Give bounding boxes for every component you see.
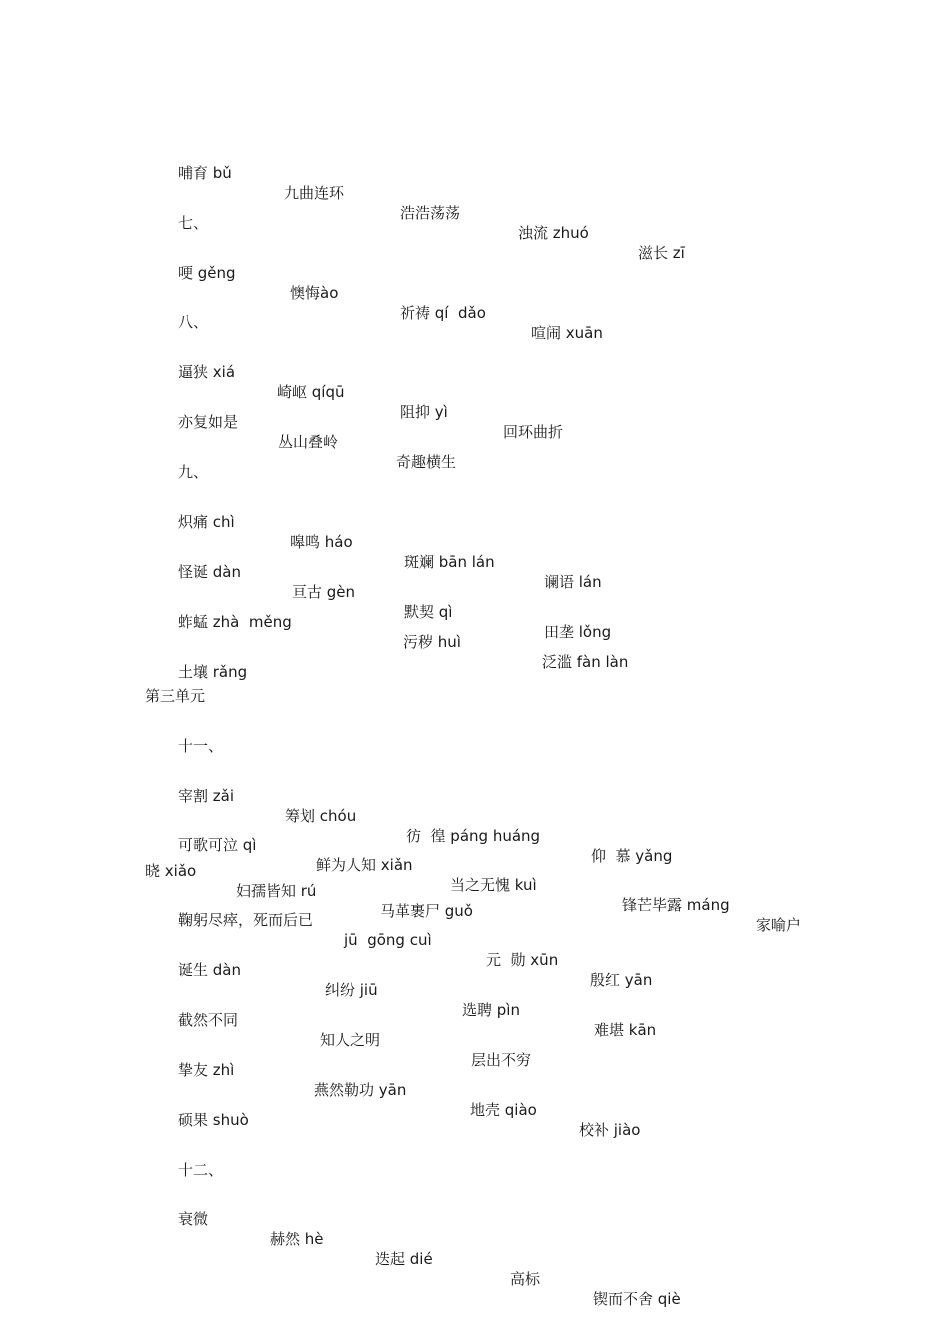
text-item: 鞠躬尽瘁，死而后已: [178, 911, 314, 929]
text-item: 喧闹 xuān: [531, 324, 603, 342]
text-item: 九、: [178, 463, 209, 481]
text-item: 赫然 hè: [270, 1230, 324, 1248]
text-item: 污秽 huì: [403, 633, 461, 651]
text-item: 十一、: [178, 737, 224, 755]
text-item: 祈祷 qí dǎo: [400, 304, 486, 322]
text-item: 层出不穷: [471, 1051, 532, 1069]
text-item: 燕然勒功 yān: [314, 1081, 407, 1099]
text-item: 田垄 lǒng: [544, 623, 612, 641]
text-item: 马革裹尸 guǒ: [380, 902, 473, 920]
text-item: 回环曲折: [503, 423, 564, 441]
text-item: 谰语 lán: [544, 573, 602, 591]
text-line: [0, 1189, 681, 1329]
text-item: 衰微: [178, 1210, 209, 1228]
text-item: 家喻户: [756, 916, 802, 934]
text-item: 筹划 chóu: [285, 807, 357, 825]
text-item: 八、: [178, 313, 209, 331]
text-item: 诞生 dàn: [178, 961, 241, 979]
text-item: 硕果 shuò: [178, 1111, 249, 1129]
text-item: 斑斓 bān lán: [404, 553, 495, 571]
text-item: 当之无愧 kuì: [450, 876, 537, 894]
text-item: 殷红 yān: [590, 971, 653, 989]
text-item: 阻抑 yì: [400, 403, 448, 421]
text-item: 逼狭 xiá: [178, 363, 236, 381]
text-item: 仰 慕 yǎng: [591, 847, 673, 865]
text-item: 纠纷 jiū: [325, 981, 378, 999]
text-item: 亘古 gèn: [292, 583, 356, 601]
text-item: 妇孺皆知 rú: [236, 882, 317, 900]
text-item: 默契 qì: [404, 603, 453, 621]
text-item: 哺育 bǔ: [178, 164, 232, 182]
text-item: 迭起 dié: [375, 1250, 433, 1268]
text-item: 炽痛 chì: [178, 513, 235, 531]
text-item: jū gōng cuì: [344, 931, 432, 949]
text-item: 挚友 zhì: [178, 1061, 235, 1079]
text-item: 高标: [510, 1270, 541, 1288]
text-item: 泛滥 fàn làn: [542, 653, 629, 671]
text-item: 亦复如是: [178, 413, 239, 431]
text-item: 锋芒毕露 máng: [622, 896, 730, 914]
text-item: 浩浩荡荡: [400, 204, 461, 222]
text-item: 土壤 rǎng: [178, 663, 248, 681]
text-item: 元 勋 xūn: [486, 951, 559, 969]
text-item: 哽 gěng: [178, 264, 236, 282]
text-item: 九曲连环: [284, 184, 345, 202]
text-item: 滋长 zī: [638, 244, 685, 262]
text-item: 地壳 qiào: [470, 1101, 537, 1119]
text-item: 蚱蜢 zhà měng: [178, 613, 292, 631]
text-item: 可歌可泣 qì: [178, 836, 257, 854]
text-item: 选聘 pìn: [462, 1001, 520, 1019]
text-item: 知人之明: [320, 1031, 381, 1049]
text-item: 怪诞 dàn: [178, 563, 241, 581]
text-item: 嗥鸣 háo: [290, 533, 353, 551]
text-item: 彷 徨 páng huáng: [406, 827, 541, 845]
text-item: 难堪 kān: [594, 1021, 657, 1039]
text-item: 浊流 zhuó: [518, 224, 589, 242]
text-item: 锲而不舍 qiè: [593, 1290, 681, 1308]
text-item: 奇趣横生: [396, 453, 457, 471]
text-item: 崎岖 qíqū: [277, 383, 345, 401]
text-item: 晓 xiǎo: [145, 862, 197, 880]
text-item: 鲜为人知 xiǎn: [316, 856, 413, 874]
text-item: 宰割 zǎi: [178, 787, 235, 805]
text-item: 第三单元: [145, 687, 206, 705]
text-item: 七、: [178, 214, 209, 232]
text-item: 校补 jiào: [579, 1121, 641, 1139]
text-item: 丛山叠岭: [278, 433, 339, 451]
text-item: 懊悔ào: [290, 284, 339, 302]
text-item: 十二、: [178, 1161, 224, 1179]
text-item: 截然不同: [178, 1011, 239, 1029]
